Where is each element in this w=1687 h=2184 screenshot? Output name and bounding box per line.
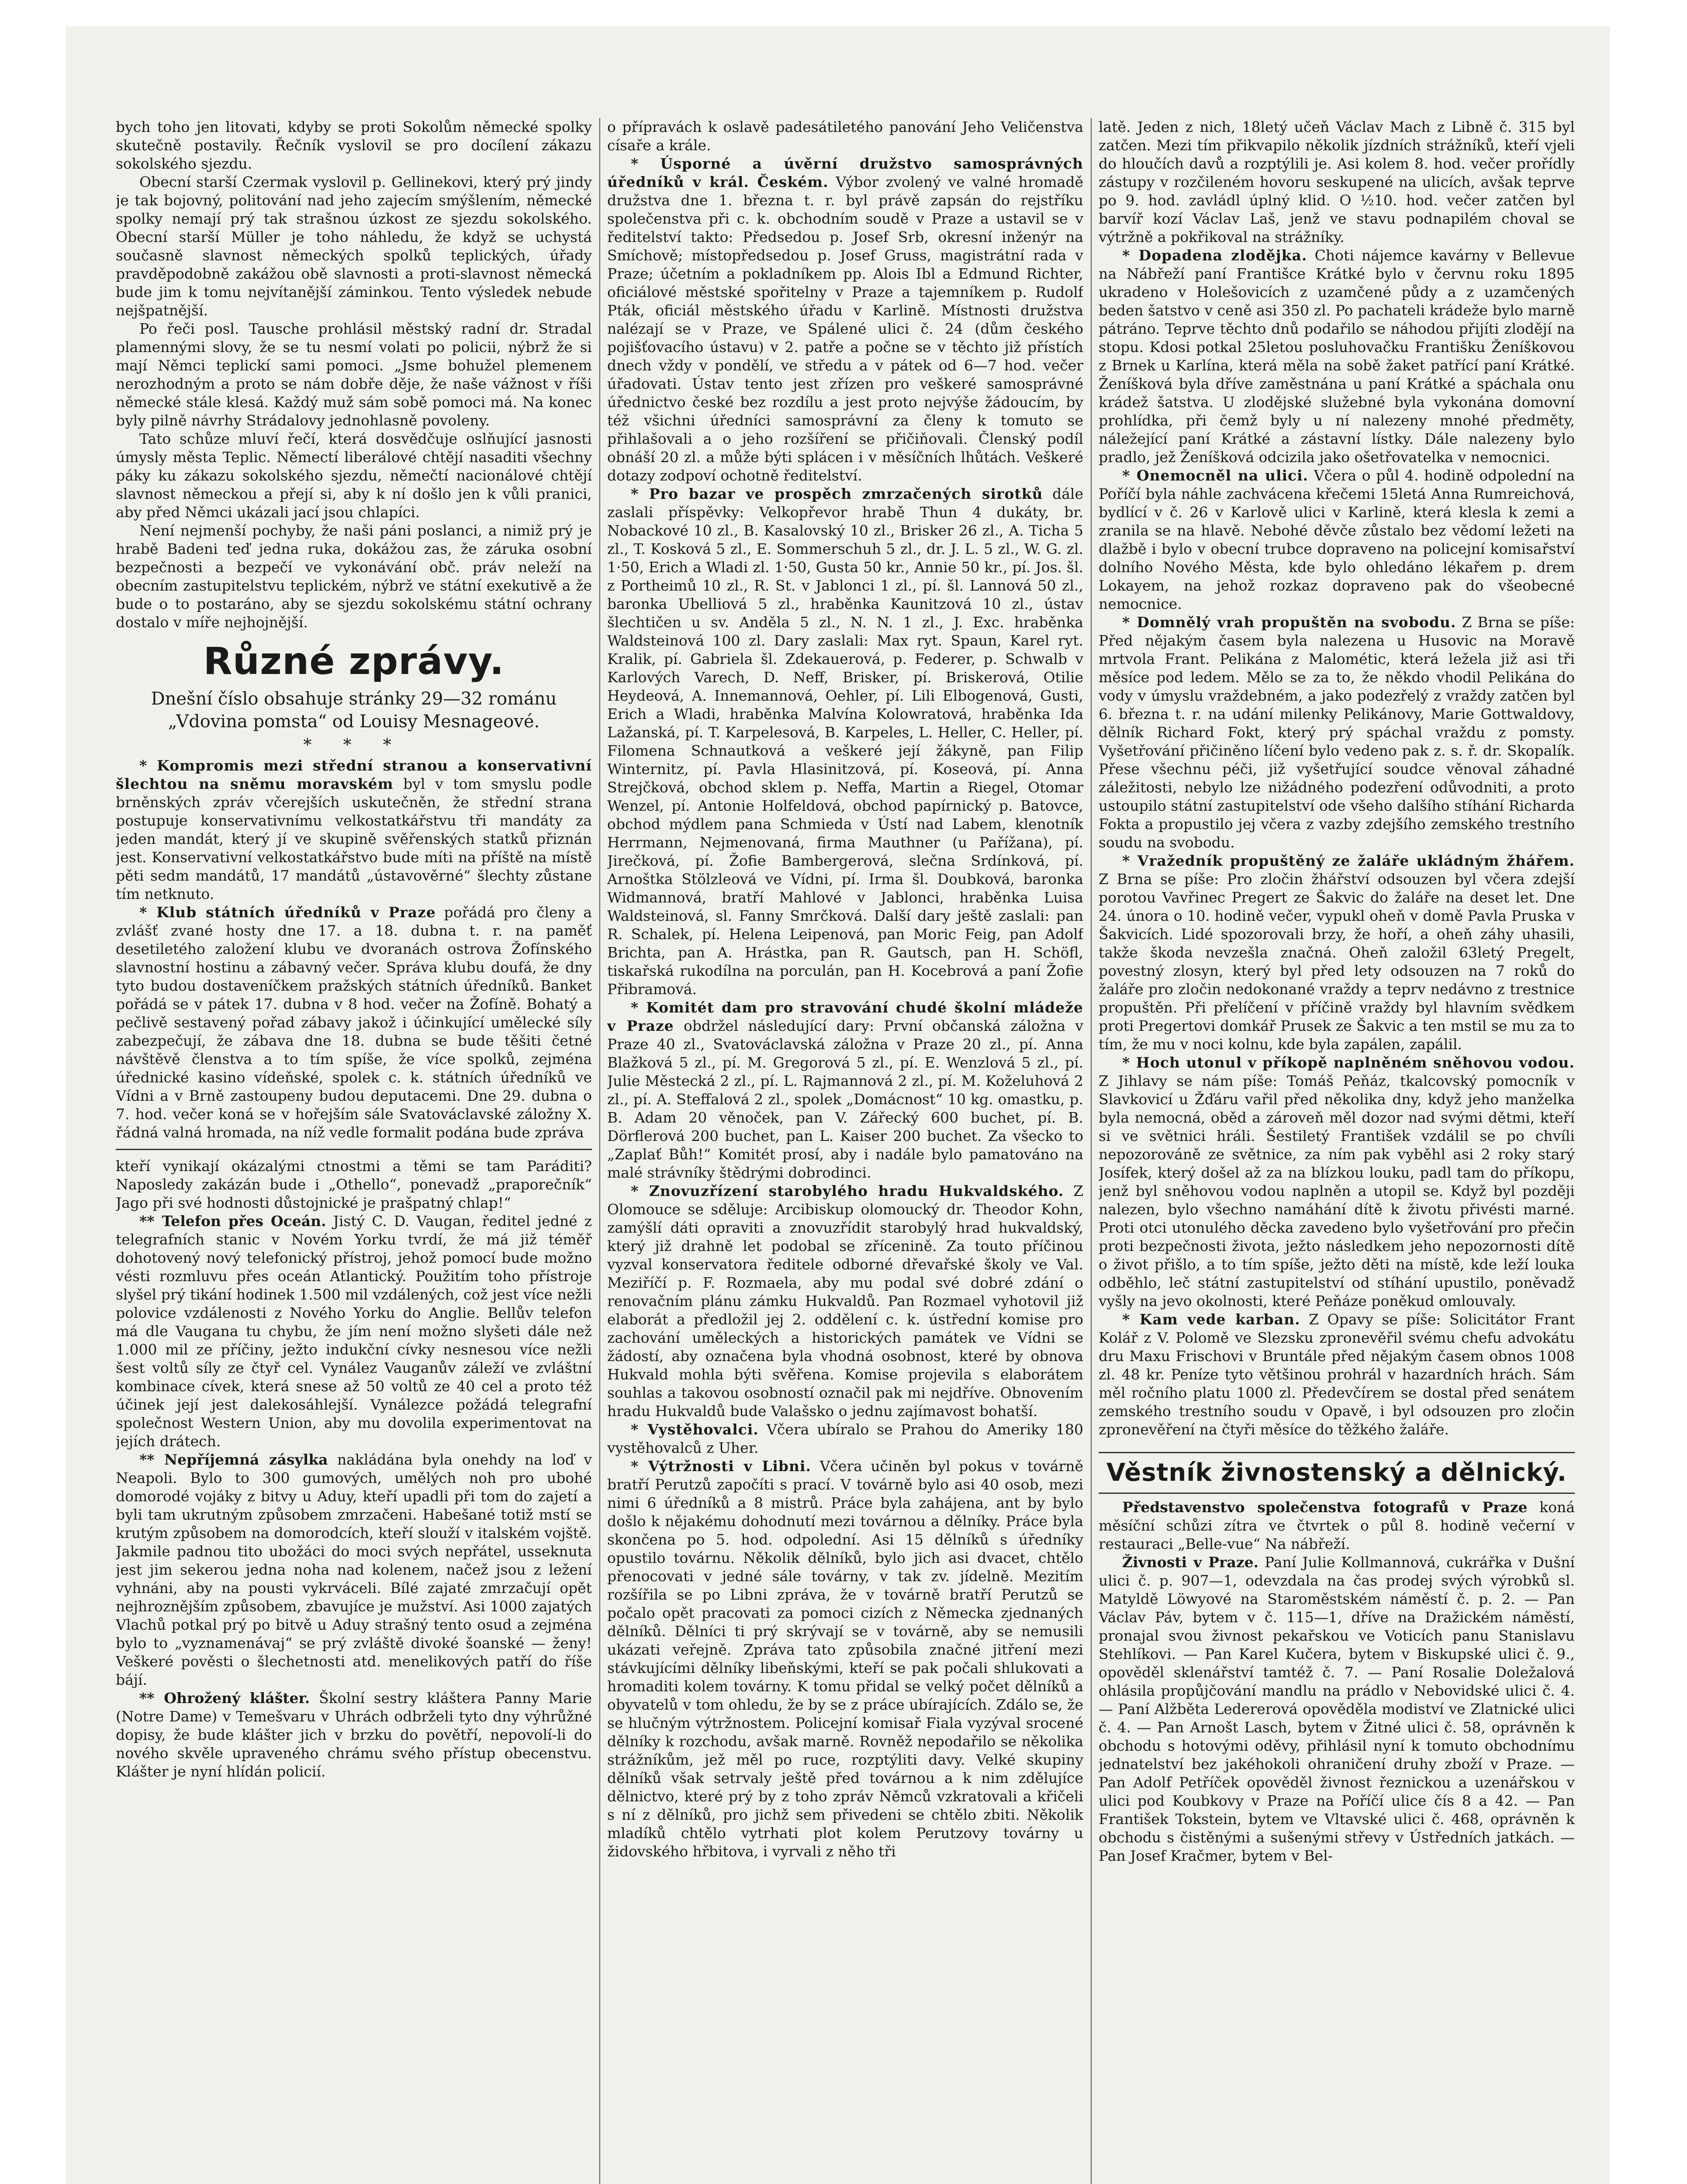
article-title: * Pro bazar ve prospěch zmrzačených sirotků (631, 485, 1043, 502)
article-body: Choti nájemce kavárny v Bellevue na Nábřeží paní Františce Krátké bylo v červnu roku 1895 ukradeno v Holešovicích z uzamčené půdy a z uzamčených beden šatstvo v ceně asi 350 zl. Po pachateli krádeže bylo marně pátráno. Teprve těchto dnů podařilo se náhodou přijíti zlodějí na stopu. Kdosi potkal 25letou posluhovačku Františku Ženíškovou z Brnek u Karlína, která měla na sobě žaket patřící paní Krátké. Ženíšková byla dříve zaměstnána u paní Krátké a spáchala onu krádež šatstva. U zlodějské služebné byla vykonána domovní prohlídka, při čemž byly u ní nalezeny mnohé předměty, náležející paní Krátké a zástavní lístky. Dále nalezeny bylo pradlo, jež Ženíšková odcizila jako ošetřovatelka v nemocnici. (1099, 247, 1575, 466)
newspaper-page (66, 26, 1638, 2184)
article-title: ** Telefon přes Oceán. (139, 1213, 326, 1230)
separator-stars: * * * (303, 735, 404, 754)
article-body: pořádá pro členy a zvlášť zvané hosty dne 17. a 18. dubna t. r. na paměť desetiletého založení klubu ve dvoranách ostrova Žofínského slavnostní hostinu a zábavný večer. Správa klubu doufá, že dny tyto budou dostaveníčkem pražských státních úředníků. Banket pořádá se v pátek 17. dubna v 8 hod. večer na Žofíně. Bohatý a pečlivě sestavený pořad zábavy jakož i účinkující umělecké síly zabezpečují, že zábava dne 18. dubna se bude těšiti četné návštěvě členstva a to tím spíše, že více spolků, zejména úřednické kasino vídeňské, spolek c. k. státních úředníků ve Vídni a v Brně zastoupeny budou deputacemi. Dne 29. dubna o 7. hod. večer koná se v hořejším sále Svatováclavské záložny X. řádná valná hromada, na níž vedle formalit podána bude zpráva (116, 904, 592, 1141)
article-title: Živnosti v Praze. (1122, 1554, 1259, 1571)
lead-note: Dnešní číslo obsahuje stránky 29—32 románu „Vdovina pomsta“ od Louisy Mesnageové. (151, 689, 557, 732)
article-body: dále zaslali příspěvky: Velkopřevor hrabě Thun 4 dukáty, br. Nobackové 10 zl., B. Kasalovský 10 zl., Brisker 26 zl., A. Ticha 5 zl., T. Kosková 5 zl., E. Sommerschuh 5 zl., dr. J. L. 5 zl., W. G. zl. 1·50, Erich a Wladi zl. 1·50, Gusta 50 kr., Annie 50 kr., pí. Jos. šl. z Portheimů 10 zl., R. St. v Jablonci 1 zl., pí. šl. Lannová 50 zl., baronka Ubelliová 5 zl., hraběnka Kaunitzová 10 zl., ústav šlechtičen u sv. Anděla 5 zl., N. N. 1 zl., J. Exc. hraběnka Waldsteinová 100 zl. Dary zaslali: Max ryt. Spaun, Karel ryt. Kralik, pí. Gabriela šl. Zdekauerová, p. Federer, p. Schwalb v Karlových Varech, D. Neff, Brisker, pí. Briskerová, Otilie Heydeová, A. Innemannová, Oehler, pí. Lili Elbogenová, Gusti, Erich a Wladi, hraběnka Malvína Kolowratová, hraběnka Ida Lažanská, pí. T. Karpelesová, B. Karpeles, L. Heller, C. Heller, pí. Filomena Schnautková a veškeré její žákyně, pan Filip Winternitz, pí. Pavla Hlasinitzová, pí. Koseová, pí. Anna Strejčková, obchod sklem p. Neffa, Martin a Riegel, Otomar Wenzel, pí. Antonie Holfeldová, obchod papírnický p. Batovce, obchod mýdlem pana Schmieda v Ústí nad Labem, klenotník Herrmann, Nejmenovaná, firma Mauthner (u Pařížana), pí. Jirečková, pí. Žofie Bambergerová, slečna Srdínková, pí. Arnoštka Stölzleová ve Vídni, pí. Irma šl. Doubková, baronka Widmannová, bratří Mahlové v Jablonci, hraběnka Luisa Waldsteinová, sl. Fanny Smrčková. Další dary ještě zaslali: pan R. Schalek, pí. Helena Leipenová, pan Moric Feig, pan Adolf Brichta, pan A. Hrástka, pan R. Gautsch, pan H. Schöfl, tiskařská rukodílna na porculán, pan H. Kocebrová a paní Žofie Přibramová. (607, 485, 1083, 998)
article-body: obdržel následující dary: První občanská záložna v Praze 40 zl., Svatováclavská záložna v Praze 20 zl., pí. Anna Blažková 5 zl., pí. M. Gregorová 5 zl., pí. E. Wenzlová 5 zl., pí. Julie Městecká 2 zl., pí. L. Rajmannová 2 zl., pí. M. Koželuhová 2 zl., pí. A. Steffalová 2 zl., spolek „Domácnost“ 10 kg. omastku, p. B. Adam 20 věnoček, pan V. Zářecký 600 buchet, pí. B. Dörflerová 200 buchet, pan L. Kaiser 200 buchet. Za všecko to „Zaplať Bůh!“ Komitét prosí, aby i nadále bylo pamatováno na malé strávníky štědrými dobrodinci. (607, 1017, 1083, 1181)
article-title: ** Nepříjemná zásylka (139, 1451, 328, 1468)
column-2 (607, 118, 1083, 2184)
article-usporne (607, 155, 1083, 485)
article-title: * Hoch utonul v příkopě naplněném sněhovou vodou. (1122, 1054, 1575, 1071)
section-heading: Různé zprávy. (203, 639, 505, 683)
article-body: Paní Julie Kollmannová, cukrářka v Dušní ulici č. p. 907—1, odevzdala na čas prodej svých výrobků sl. Matyldě Löwyové na Staroměstském náměstí č. p. 2. — Pan Václav Páv, bytem v č. 115—1, dříve na Dražickém náměstí, pronajal svou živnost pekařskou ve Voticích panu Stanislavu Stehlíkovi. — Pan Karel Kučera, bytem v Biskupské ulici č. 9., opověděl sklenářství tamtéž č. 7. — Paní Rosalie Doležalová ohlásila propůjčování mandlu na prádlo v Nebovidské ulici č. 4. — Paní Alžběta Ledererová opověděla modiství ve Zlatnické ulici č. 4. — Pan Arnošt Lasch, bytem v Žitné ulici č. 58, oprávněn k obchodu s hotovými oděvy, přihlásil nyní k tomuto obchodnímu jednatelství bez jakéhokoli ohraničení druhy zboží v Praze. — Pan Adolf Petříček opověděl živnost řeznickou a uzenářskou v ulici pod Koubkovy v Praze na Poříčí ulice čís 8 a 42. — Pan František Tokstein, bytem ve Vltavské ulici č. 468, oprávněn k obchodu s čistěnými a sušenými střevy v Ústředních jatkách. — Pan Josef Kračmer, bytem v Bel- (1099, 1554, 1575, 1864)
article-title: * Onemocněl na ulici. (1122, 467, 1309, 484)
article-body: koná měsíční schůzi zítra ve čtvrtek o půl 8. hodině večerní v restauraci „Belle-vue“ Na nábřeží. (1099, 1499, 1575, 1552)
article-title: * Kam vede karban. (1122, 1311, 1300, 1328)
article-utonul (1099, 1054, 1575, 1310)
article-zlodejka (1099, 246, 1575, 467)
paragraph: latě. Jeden z nich, 18letý učeň Václav Mach z Libně č. 315 byl zatčen. Mezi tím přikvapilo několik jízdních strážníků, kteří vjeli do hloučích davů a rozptýlili je. Asi kolem 8. hod. večer prořídly zástupy v rozčileném hovoru seskupené na ulicích, avšak teprve po 9. hod. zavládl úplný klid. O ½10. hod. večer zatčen byl barvíř kozí Václav Laš, jenž ve stavu podnapilém choval se výtržně a pokřikoval na strážníky. (1099, 118, 1575, 245)
page-margin (1610, 26, 1638, 2184)
article-body: Včera ubíralo se Prahou do Ameriky 180 vystěhovalců z Uher. (607, 1421, 1083, 1456)
article-karban (1099, 1310, 1575, 1439)
article-klub (116, 903, 592, 1142)
paragraph: Po řeči posl. Tausche prohlásil městský radní dr. Stradal plamennými slovy, že se tu nesmí volati po policii, nýbrž že si mají Němci teplickí sami pomoci. „Jsme bohužel plemenem nerozhodným a proto se nám dobře děje, že naše vážnost v říši německé stále klesá. Každý muž sám sobě pomoci má. Na konec byly pilně návrhy Strádalovy jednohlasně povoleny. (116, 320, 592, 429)
article-body: Z Opavy se píše: Solicitátor Frant Kolář z V. Polomě ve Slezsku zpronevěřil svému chefu advokátu dru Maxu Frischovi v Bruntále před nějakým časem obnos 1008 zl. 48 kr. Peníze tyto většinou prohrál v hazardních hrách. Sám měl ročního platu 1000 zl. Předevčírem se dostal před senátem zemského trestního soudu v Opavě, i byl odsouzen pro zločin zpronevěření na čtyři měsíce do těžkého žaláře. (1099, 1311, 1575, 1438)
article-hrad (607, 1182, 1083, 1420)
column-3 (1099, 118, 1575, 2184)
article-title: * Klub státních úředníků v Praze (139, 904, 436, 921)
article-body: Z Jihlavy se nám píše: Tomáš Peňáz, tkalcovský pomocník v Slavkovicí u Žďáru vařil před několika dny, když jeho manželka byla nemocná, oběd a zároveň měl dozor nad svými dětmi, kteří si ve světnici hráli. Šestiletý František vzdálil se po chvíli nepozorováně ze světnice, za ním pak vyběhl asi 2 roky starý Josífek, který došel až za na blízkou louku, padl tam do příkopu, jenž byl sněhovou vodou naplněn a utopil se. Když byl později nalezen, bylo všechno namáhání dítě k životu přivésti marné. Proti otci utonulého děcka zavedeno bylo vyšetřování pro přečin proti bezpečnosti života, ježto následkem jeho nepozornosti dítě o život přišlo, a to tím spíše, ježto děti na místě, kde leží louka odběhlo, leč státní zastupitelství od stíhání upustilo, poněvadž vyšly na jevo okolnosti, které Peňáze poněkud omlouvaly. (1099, 1072, 1575, 1310)
article-title: * Znovuzřízení starobylého hradu Hukvaldského. (631, 1182, 1064, 1199)
article-title: * Kompromis mezi střední stranou a konservativní šlechtou na sněmu moravském (116, 757, 592, 792)
article-vrazednik (1099, 852, 1575, 1054)
article-telefon (116, 1212, 592, 1451)
article-bazar (607, 485, 1083, 999)
column-rule (1091, 118, 1092, 2184)
article-body: Z Brna se píše: Před nějakým časem byla nalezena u Husovic na Moravě mrtvola Frant. Pelikána z Malométic, která ležela již asi tři měsíce pod ledem. Mělo se za to, že někdo vhodil Pelikána do vody v úmyslu vraždebném, a jako podezřelý z vraždy zatčen byl 6. března t. r. na udání milenky Pelikánovy, Marie Gottwaldovy, dělník Richard Fokt, který prý spáchal vraždu z pomsty. Vyšetřování přičiněno líčení bylo vedeno pak z. s. ř. dr. Skopalík. Přese všechnu péči, již vyšetřující soudce věnoval záhadné záležitosti, nebylo lze nižádného podezření odůvodniti, a proto ustoupilo státní zastupitelství ode všeho dalšího stíhání Richarda Fokta a propustilo jej včera z vazby zdejšího zemského trestního soudu na svobodu. (1099, 614, 1575, 851)
paragraph: Není nejmenší pochyby, že naši páni poslanci, a nimiž prý je hrabě Badeni teď jedna ruka, dokážou zas, že záruka osobní bezpečnosti a bezpečí ve vykonávání obč. práv neleží na obecním zastupitelstvu teplickém, nýbrž ve státní exekutivě a že bude o to postaráno, aby se sjezdu sokolskému státní ochrany dostalo v míře nejhojnější. (116, 522, 592, 631)
horizontal-rule (116, 1149, 592, 1150)
article-neprijemna (116, 1451, 592, 1689)
article-title: ** Ohrožený klášter. (139, 1690, 310, 1707)
paragraph: bych toho jen litovati, kdyby se proti Sokolům německé spolky skutečně postavily. Řečník vyslovil se pro docílení zákazu sokolského sjezdu. (116, 118, 592, 172)
article-vestnik-zivnosti (1099, 1553, 1575, 1865)
article-body: Včera učiněn byl pokus v továrně bratří Perutzů započíti s prací. V továrně bylo asi 40 osob, mezi nimi 6 úředníků a 8 mistrů. Práce byla zahájena, ant by bylo došlo k nějakému dohodnutí mezi továrnou a dělníky. Práce byla skončena po 5. hod. odpolední. Asi 15 dělníků s úředníky opustilo továrnu. Několik dělníků, bylo jich asi dvacet, chtělo přenocovati v jedné sále továrny, v tak zv. jídelně. Mezitím rozšířila se po Libni zpráva, že v továrně bratří Perutzů se počalo opět pracovati za pomoci cizích z Německa zjednaných dělníků. Dělníci ti prý skrývají se v továrně, aby se nemusili ukázati veřejně. Zpráva tato způsobila značné jitření mezi stávkujícími dělníky libeňskými, kteří se pak počali shlukovati a hromaditi kolem továrny. K tomu přidal se velký počet dělníků a obyvatelů v tom ohledu, že by se z práce ubírajících. Zdálo se, že se hlučným výtržnostem. Policejní komisař Fiala vyzýval srocené dělníky k rozchodu, avšak marně. Rovněž nepodařilo se několika strážníkům, jež měl po ruce, rozptýliti davy. Velké skupiny dělníků však setrvaly ještě před továrnou a k nim zdělujíce dělnictvo, které prý by z toho zpráv Němců vzkratovali a křičeli s ní z dělníků, pro jichž sem přivedeni se chtělo zbiti. Několik mladíků chtělo vytrhati plot kolem Perutzovy továrny u židovského hřbitova, i vyrvali z něho tři (607, 1458, 1083, 1860)
article-komitet (607, 999, 1083, 1182)
article-body: byl v tom smyslu podle brněnských zpráv včerejších uskutečněn, že střední strana postupuje konservativnímu velkostatkářstvu tři mandáty za jeden mandát, který jí ve skupině svěřenských statků přiznán jest. Konservativní velkostatkářstvo bude míti na příště na místě pěti sedm mandátů, 17 mandátů „ústavověrné“ šlechty zůstane tím netknuto. (116, 775, 592, 902)
article-body: Z Brna se píše: Pro zločin žhářství odsouzen byl včera zdejší porotou Vavřinec Pregert ze Šakvic do žaláře na deset let. Dne 24. února o 10. hodině večer, vypukl oheň v domě Pavla Pruska v Šakvicích. Lidé spozorovali brzy, že hoří, a oheň záhy uhasili, takže škoda nevzešla značná. Oheň založil 63letý Pregelt, povestný zlosyn, který byl před lety odsouzen na 7 roků do žaláře pro zločin nedokonané vraždy a teprv nedávno z trestnice propuštěn. Při přelíčení v příčině vraždy byl hlavním svědkem proti Pregertovi domkář Prusek ze Šakvic a ten mstil se mu za to tím, že mu v noci kolnu, kde byla zapálen, zapálil. (1099, 871, 1575, 1053)
paragraph: Obecní starší Czermak vyslovil p. Gellinekovi, který prý jindy je tak bojovný, politování nad jeho zajecím smýšlením, německé spolky nemají prý tak strašnou úzkost ze sjezdu sokolského. Obecní starší Müller je toho náhledu, že když se uchystá současně slavnost německých spolků teplických, úřady pravděpodobně zakážou obě slavnosti a proti-slavnost německá bude jim k tomu nejvítanější záminkou. Tento výsledek nebude nejšpatnější. (116, 173, 592, 319)
article-title: * Výtržnosti v Libni. (631, 1458, 812, 1475)
article-title: * Vystěhovalci. (631, 1421, 759, 1438)
paragraph: kteří vynikají okázalými ctnostmi a těmi se tam Paráditi? Naposledy zakázán bude i „Othello“, ponevadž „praporečník“ Jago při své hodnosti důstojnické je prašpatný chlap!“ (116, 1158, 592, 1211)
article-kompromis (116, 757, 592, 903)
article-domnely-vrah (1099, 613, 1575, 852)
column-rule (599, 118, 600, 2184)
article-body: Z Olomouce se sděluje: Arcibiskup olomoucký dr. Theodor Kohn, zamýšlí dáti opraviti a znovuzřídit starobylý hrad hukvaldský, který již drahně let podobal se zřícenině. Za touto příčinou vyzval konservatora ředitele odborné dřevařské školy ve Val. Meziříčí p. F. Rozmaela, aby mu podal své dobré zdání o renovačním plánu zámku Hukvaldů. Pan Rozmael vyhotovil již elaborát a předložil jej 2. oddělení c. k. ústřední komise pro zachování uměleckých a historických památek ve Vídni se žádostí, aby označena byla vhodná osobnost, které by obnova Hukvald mohla býti svěřena. Komise projevila s elaborátem souhlas a takovou osobností označil pak mi nejdříve. Obnovením hradu Hukvaldů bude Valašsko o jednu zajímavost bohatší. (607, 1182, 1083, 1420)
article-vystehovalci (607, 1420, 1083, 1457)
article-vestnik-fotografu (1099, 1498, 1575, 1553)
paragraph: Tato schůze mluví řečí, která dosvědčuje oslňující jasnosti úmysly města Teplic. Němectí liberálové chtějí nasaditi všechny páky ku zákazu sokolského sjezdu, němečtí nacionálové chtějí slavnost německou a přejí si, aby k ní došlo jen k vůli pranici, aby před Němci ukázali jací jsou chlapíci. (116, 430, 592, 521)
paragraph: o přípravách k oslavě padesátiletého panování Jeho Veličenstva císaře a krále. (607, 118, 1083, 154)
article-title: * Dopadena zlodějka. (1122, 247, 1307, 264)
article-klaster (116, 1689, 592, 1781)
article-body: Jistý C. D. Vaugan, ředitel jedné z telegrafních stanic v Novém Yorku tvrdí, že má již téměř dohotovený nový telefonický přístroj, jehož pomocí bude možno vésti rozmluvu přes oceán Atlantický. Použitím toho přístroje slyšel prý tikání hodinek 1.500 mil vzdálených, což jest více nežli polovice vzdálenosti z Nového Yorku do Anglie. Bellův telefon má dle Vaugana tu chybu, že jím není možno slyšeti dále než 1.000 mil ze příčiny, ježto indukční cívky nesnesou více nežli šest voltů síly ze čtyř cel. Vynález Vauganův záleží ve zvláštní kombinace cívek, která snese až 50 voltů ze 40 cel a proto též účinek její jest dalekosáhlejší. Vynálezce požádá telegrafní společnost Western Union, aby mu dovolila experimentovat na jejích drátech. (116, 1213, 592, 1450)
article-onemocnel (1099, 467, 1575, 613)
article-title: * Úsporné a úvěrní družstvo samosprávných úředníků v král. Českém. (607, 155, 1083, 190)
article-title: * Domnělý vrah propuštěn na svobodu. (1122, 614, 1456, 631)
article-body: Školní sestry kláštera Panny Marie (Notre Dame) v Temešvaru v Uhrách odbrželi tyto dny výhrůžné dopisy, že bude klášter jich v brzku do povětří, nepovolí-li do nového skvěle upraveného chrámu svého přístup obecenstvu. Klášter je nyní hlídán policií. (116, 1690, 592, 1780)
column-1 (116, 118, 592, 2184)
article-title: * Komitét dam pro stravování chudé školní mládeže v Praze (607, 999, 1083, 1034)
article-title: Představenstvo společenstva fotografů v Praze (1122, 1499, 1528, 1516)
article-body: nakládána byla onehdy na loď v Neapoli. Bylo to 300 gumových, umělých noh pro ubohé domorodé vojáky z bitvy u Aduy, kteří upadli při tom do zajetí a byli tam ukrutným způsobem zmrzačeni. Habešané totiž mstí se krutým způsobem na domorodcích, kteří slouží v italském vojště. Jakmile padnou tito ubožáci do moci svých nepřátel, usseknuta jest jim sekerou jedna noha nad kolenem, načež jsou z ležení vyhnáni, aby na pousti vykrváceli. Bílé zajaté zmrzačují opět nejhroznějším způsobem, zbavujíce je mužství. Asi 1000 zajatých Vlachů potkal prý po bitvě u Aduy strašný tento osud a zejména bylo to „vyznamenávaj“ se prý zvláště divoké šoanské — ženy! Veškeré pověsti o šlechetnosti atd. menelikových patří do říše bájí. (116, 1451, 592, 1688)
article-vytrznosti (607, 1457, 1083, 1861)
article-body: Včera o půl 4. hodině odpolední na Poříčí byla náhle zachvácena křečemi 15letá Anna Rumreichová, bydlící v č. 26 v Karlově ulici v Karlině, která klesla k zemi a zranila se na hlavě. Nebohé děvče zůstalo bez vědomí ležeti na dlažbě i bylo v obecní trubce dopraveno na policejní komisařství dolního Nového Města, kde bylo ohledáno lékařem p. drem Lokayem, na jehož rozkaz dopraveno pak do všeobecné nemocnice. (1099, 467, 1575, 612)
article-body: Výbor zvolený ve valné hromadě družstva dne 1. března t. r. byl právě zapsán do rejstříku společenstva při c. k. obchodním soudě v Praze a ustavil se v ředitelství takto: Předsedou p. Josef Srb, okresní inženýr na Smíchově; místopředsedou p. Josef Gruss, magistrátní rada v Praze; účetním a pokladníkem pp. Alois Ibl a Edmund Richter, oficiálové městské spořitelny v Praze a tajemníkem p. Rudolf Pták, oficiál městského úřadu v Karlině. Místnosti družstva nalézají se v Praze, ve Spálené ulici č. 24 (dům českého pojišťovacího ústavu) v 2. patře a počne se v těchto již přístích dnech vždy v pondělí, ve středu a v pátek od 6—7 hod. večer úřadovati. Ústav tento jest zřízen pro veškeré samosprávné úřednictvo české bez rozdílu a jest proto nejvýše žádoucím, by též všichni úředníci samosprávní za členy k tomuto se přihlašovali a o jeho rozšíření se přičiňovali. Členský podíl obnáší 20 zl. a může býti splácen i v měsíčních lhůtách. Veškeré dotazy zodpoví ochotně ředitelství. (607, 173, 1083, 484)
section-heading: Věstník živnostenský a dělnický. (1099, 1452, 1575, 1494)
article-title: * Vražedník propuštěný ze žaláře ukládným žhářem. (1122, 852, 1575, 869)
